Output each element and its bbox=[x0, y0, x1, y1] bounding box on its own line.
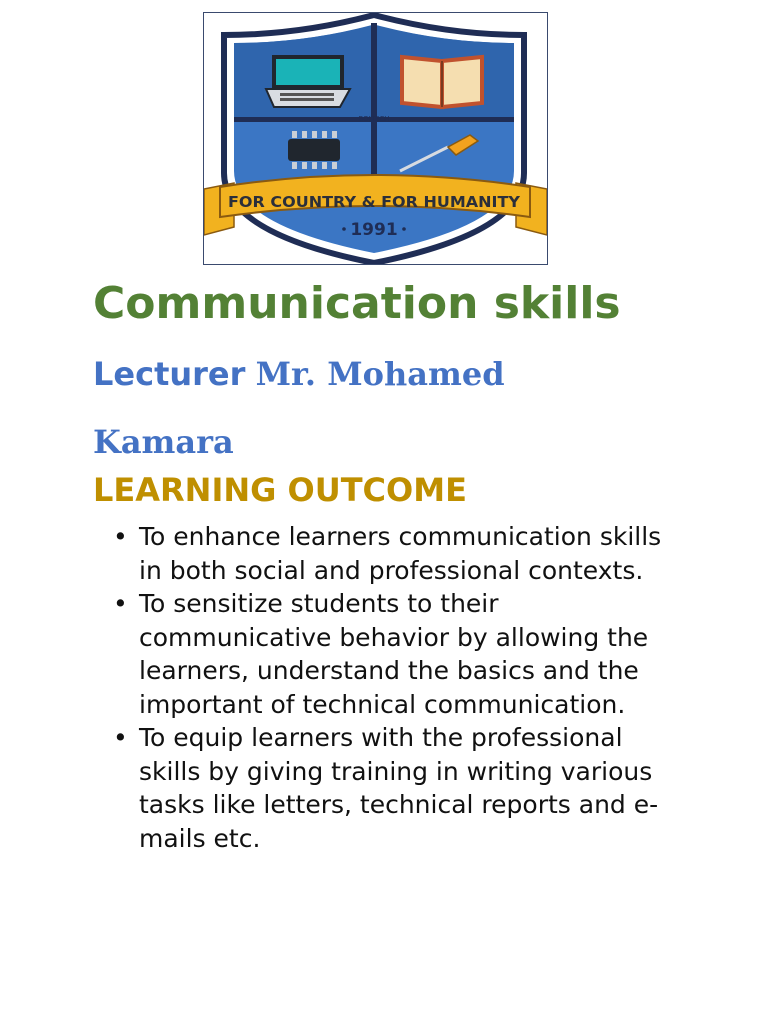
microchip-icon bbox=[288, 131, 340, 169]
institution-logo bbox=[203, 12, 548, 265]
book-icon bbox=[402, 57, 482, 107]
lecturer-name-part-2: Kamara bbox=[93, 423, 234, 461]
section-heading: LEARNING OUTCOME bbox=[93, 471, 467, 509]
list-item: • To enhance learners communication skills in both social and professional contexts. bbox=[139, 520, 673, 587]
lecturer-name-part-1: Mr. Mohamed bbox=[255, 355, 505, 393]
laptop-icon bbox=[266, 57, 350, 107]
lecturer-label: Lecturer bbox=[93, 355, 246, 393]
logo-year: 1991 bbox=[350, 220, 398, 240]
page-title: Communication skills bbox=[93, 278, 621, 329]
lecturer-line bbox=[93, 340, 653, 476]
shield-divider-vertical bbox=[371, 23, 377, 193]
list-item: • To sensitize students to their communicative behavior by allowing the learners, understand the basics and the important of technical communication. bbox=[139, 587, 673, 721]
learning-outcomes-list bbox=[93, 520, 673, 855]
logo-motto: FOR COUNTRY & FOR HUMANITY bbox=[228, 193, 522, 211]
list-item: • To equip learners with the professional skills by giving training in writing various tasks like letters, technical reports and e-mails etc. bbox=[139, 721, 673, 855]
logo-small-text: BOITECH bbox=[358, 115, 390, 123]
